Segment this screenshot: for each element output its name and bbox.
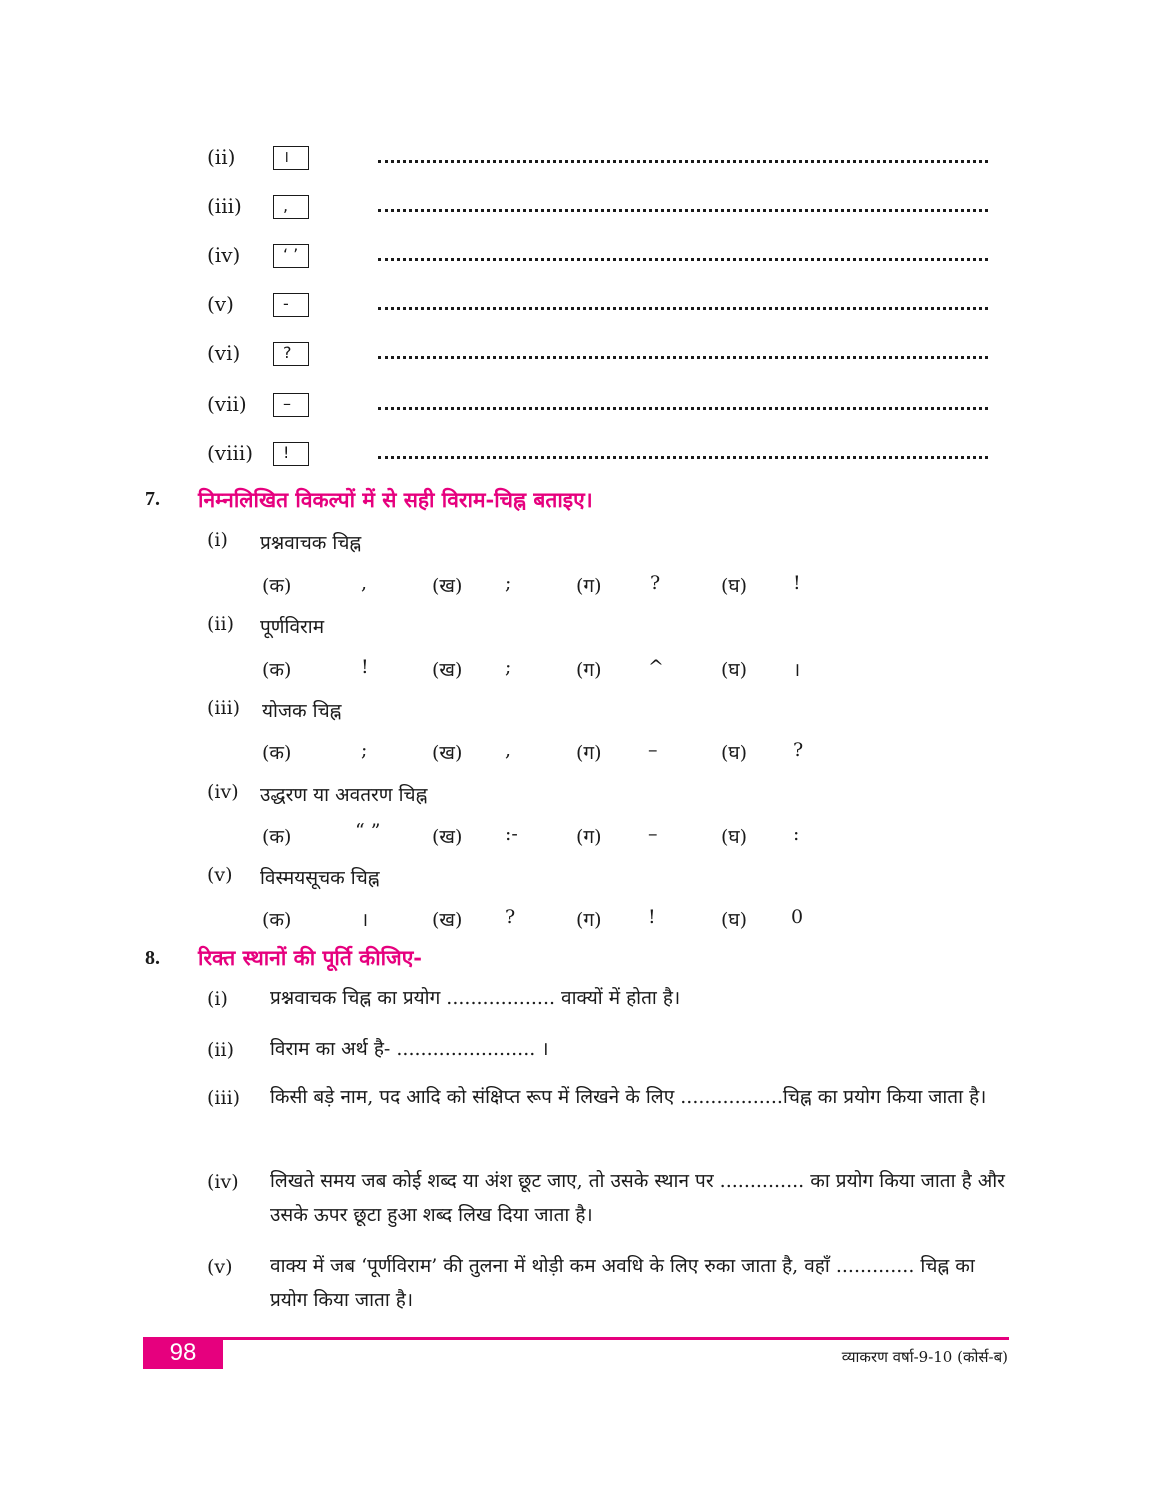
row-number: (iii): [207, 194, 242, 218]
option-value[interactable]: ;: [361, 739, 368, 761]
item-label: विस्मयसूचक चिह्न: [260, 867, 380, 889]
symbol-box: ।: [273, 146, 309, 170]
option-key: (ख): [432, 909, 463, 931]
book-title: व्याकरण वर्षा-9-10 (कोर्स-ब): [841, 1348, 1008, 1366]
question-number: 8.: [145, 947, 160, 969]
item-number: (iii): [207, 697, 241, 719]
item-label: योजक चिह्न: [262, 700, 342, 722]
item-number: (ii): [207, 613, 234, 635]
option-value[interactable]: ^: [648, 656, 664, 678]
option-key: (क): [262, 659, 292, 681]
option-value[interactable]: !: [793, 572, 801, 594]
answer-blank[interactable]: [378, 446, 988, 459]
option-value[interactable]: ।: [793, 659, 801, 681]
symbol-box: -: [273, 293, 309, 317]
answer-blank[interactable]: [378, 199, 988, 212]
option-key: (ख): [432, 742, 463, 764]
symbol-box: ‘ ’: [273, 244, 309, 268]
option-value[interactable]: :: [793, 823, 800, 845]
symbol-box: ?: [273, 342, 309, 366]
item-number: (i): [207, 988, 228, 1010]
fill-blank-sentence: विराम का अर्थ है- ....................... ।: [270, 1038, 549, 1060]
option-key: (घ): [721, 742, 748, 764]
symbol-box: !: [273, 442, 309, 466]
item-number: (iii): [207, 1087, 241, 1109]
row-number: (v): [207, 292, 234, 316]
footer-rule: [143, 1337, 1009, 1340]
item-number: (iv): [207, 1171, 239, 1193]
row-number: (iv): [207, 243, 241, 267]
option-key: (घ): [721, 575, 748, 597]
fill-blank-sentence: प्रश्नवाचक चिह्न का प्रयोग .................. वाक्यों में होता है।: [270, 987, 681, 1009]
question-heading: रिक्त स्थानों की पूर्ति कीजिए-: [198, 945, 423, 970]
option-value[interactable]: !: [648, 906, 656, 928]
symbol-box: –: [273, 393, 309, 417]
option-value[interactable]: ?: [505, 906, 516, 928]
row-number: (viii): [207, 441, 254, 465]
option-key: (घ): [721, 659, 748, 681]
option-key: (घ): [721, 909, 748, 931]
row-number: (vii): [207, 392, 247, 416]
option-key: (ग): [576, 826, 602, 848]
option-key: (घ): [721, 826, 748, 848]
option-key: (ख): [432, 826, 463, 848]
answer-blank[interactable]: [378, 346, 988, 359]
item-number: (iv): [207, 781, 239, 803]
option-key: (क): [262, 826, 292, 848]
question-heading: निम्नलिखित विकल्पों में से सही विराम-चिह्न बताइए।: [198, 487, 593, 512]
item-number: (ii): [207, 1039, 234, 1061]
option-key: (क): [262, 742, 292, 764]
option-key: (ग): [576, 742, 602, 764]
question-number: 7.: [145, 488, 160, 510]
option-value[interactable]: –: [648, 823, 658, 845]
option-value[interactable]: “ ”: [355, 820, 381, 842]
answer-blank[interactable]: [378, 150, 988, 163]
item-number: (i): [207, 529, 228, 551]
row-number: (ii): [207, 145, 236, 169]
option-value[interactable]: ;: [505, 656, 512, 678]
option-value[interactable]: ?: [793, 739, 804, 761]
item-number: (v): [207, 1256, 233, 1278]
answer-blank[interactable]: [378, 248, 988, 261]
symbol-box: ,: [273, 195, 309, 219]
option-value[interactable]: ?: [650, 572, 661, 594]
option-key: (ग): [576, 909, 602, 931]
option-key: (ग): [576, 659, 602, 681]
option-value[interactable]: –: [648, 739, 658, 761]
option-key: (ख): [432, 659, 463, 681]
item-number: (v): [207, 864, 233, 886]
option-value[interactable]: !: [361, 656, 369, 678]
page-number: 98: [143, 1337, 223, 1369]
item-label: प्रश्नवाचक चिह्न: [260, 532, 362, 554]
fill-blank-sentence: लिखते समय जब कोई शब्द या अंश छूट जाए, तो उसके स्थान पर .............. का प्रयोग किया जाता है और उसके ऊपर छूटा हुआ शब्द लिख दिया जाता है।: [270, 1170, 1005, 1226]
fill-blank-sentence: किसी बड़े नाम, पद आदि को संक्षिप्त रूप में लिखने के लिए .................चिह्न का प्रयोग किया जाता है।: [270, 1086, 987, 1108]
fill-blank-sentence: वाक्य में जब ‘पूर्णविराम’ की तुलना में थोड़ी कम अवधि के लिए रुका जाता है, वहाँ ............. चिह्न का प्रयोग किया जाता है।: [270, 1255, 975, 1311]
answer-blank[interactable]: [378, 397, 988, 410]
row-number: (vi): [207, 341, 241, 365]
option-value[interactable]: ,: [361, 572, 368, 594]
option-value[interactable]: ,: [505, 739, 512, 761]
option-key: (क): [262, 575, 292, 597]
answer-blank[interactable]: [378, 297, 988, 310]
option-value[interactable]: :-: [505, 823, 518, 845]
option-key: (ख): [432, 575, 463, 597]
option-key: (क): [262, 909, 292, 931]
option-value[interactable]: ;: [505, 572, 512, 594]
option-value[interactable]: ।: [361, 909, 369, 931]
item-label: उद्धरण या अवतरण चिह्न: [260, 784, 428, 806]
option-key: (ग): [576, 575, 602, 597]
item-label: पूर्णविराम: [260, 616, 325, 638]
option-value[interactable]: 0: [791, 906, 804, 928]
